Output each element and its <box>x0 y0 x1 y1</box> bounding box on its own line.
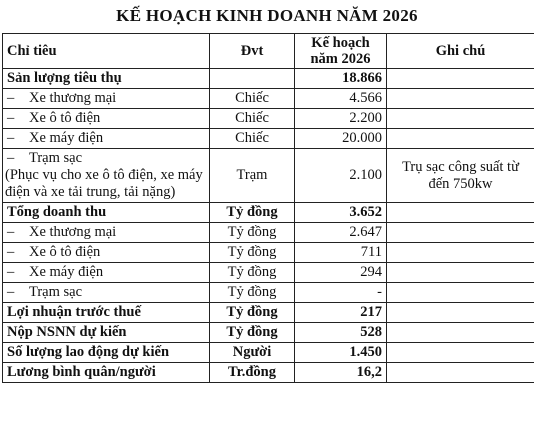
table-row <box>3 363 534 383</box>
cell-note <box>387 263 534 283</box>
cell-unit: Chiếc <box>210 129 295 149</box>
indicator-label: Xe ô tô điện <box>29 110 101 126</box>
cell-indicator <box>3 303 210 323</box>
indicator-label: Sản lượng tiêu thụ <box>7 70 122 86</box>
dash-marker: – <box>7 244 15 260</box>
table-row <box>3 283 534 303</box>
document-title: KẾ HOẠCH KINH DOANH NĂM 2026 <box>116 6 418 25</box>
table-body <box>3 69 534 383</box>
table-row <box>3 243 534 263</box>
table-row <box>3 303 534 323</box>
dash-marker: – <box>7 284 15 300</box>
cell-indicator <box>3 89 210 109</box>
indicator-label: Tổng doanh thu <box>7 204 107 220</box>
cell-note <box>387 109 534 129</box>
cell-indicator <box>3 343 210 363</box>
indicator-label: Xe thương mại <box>29 90 117 106</box>
cell-plan-value: 217 <box>295 303 387 323</box>
cell-note <box>387 243 534 263</box>
header-plan-line1: Kế hoạch <box>311 35 370 51</box>
cell-plan-value: 294 <box>295 263 387 283</box>
table-row <box>3 129 534 149</box>
cell-plan-value: - <box>295 283 387 303</box>
cell-unit: Chiếc <box>210 109 295 129</box>
indicator-label: Xe máy điện <box>29 130 104 146</box>
dash-marker: – <box>7 264 15 280</box>
cell-note <box>387 223 534 243</box>
cell-indicator <box>3 129 210 149</box>
cell-unit: Chiếc <box>210 89 295 109</box>
table-header-row <box>3 34 534 69</box>
cell-indicator <box>3 149 210 203</box>
cell-note <box>387 343 534 363</box>
header-indicator: Chỉ tiêu <box>3 34 210 69</box>
cell-note <box>387 283 534 303</box>
table-row <box>3 263 534 283</box>
indicator-label: Số lượng lao động dự kiến <box>7 344 170 360</box>
table-row <box>3 203 534 223</box>
dash-marker: – <box>7 130 15 146</box>
indicator-label: Lợi nhuận trước thuế <box>7 304 141 320</box>
header-plan <box>295 34 387 69</box>
table-row <box>3 223 534 243</box>
cell-plan-value: 2.647 <box>295 223 387 243</box>
cell-indicator <box>3 263 210 283</box>
dash-marker: – <box>7 224 15 240</box>
indicator-detail: (Phục vụ cho xe ô tô điện, xe máy điện và xe tải trung, tải nặng) <box>5 167 203 200</box>
cell-plan-value: 3.652 <box>295 203 387 223</box>
cell-unit: Tỷ đồng <box>210 243 295 263</box>
dash-marker: – <box>7 110 15 126</box>
indicator-label: Trạm sạc <box>29 284 83 300</box>
dash-marker: – <box>7 90 15 106</box>
table-row <box>3 109 534 129</box>
indicator-label: Xe thương mại <box>29 224 117 240</box>
table-row <box>3 343 534 363</box>
cell-indicator <box>3 109 210 129</box>
cell-unit: Người <box>210 343 295 363</box>
cell-plan-value: 16,2 <box>295 363 387 383</box>
cell-unit: Tỷ đồng <box>210 223 295 243</box>
business-plan-table <box>2 33 534 383</box>
cell-unit: Tỷ đồng <box>210 203 295 223</box>
cell-note <box>387 89 534 109</box>
table-row <box>3 69 534 89</box>
cell-note: Trụ sạc công suất từ đến 750kw <box>387 149 534 203</box>
cell-note <box>387 303 534 323</box>
cell-note <box>387 129 534 149</box>
cell-plan-value: 2.200 <box>295 109 387 129</box>
cell-note <box>387 363 534 383</box>
indicator-label: Lương bình quân/người <box>7 364 156 380</box>
header-note: Ghi chú <box>387 34 534 69</box>
indicator-label: Xe ô tô điện <box>29 244 101 260</box>
cell-indicator <box>3 203 210 223</box>
cell-note <box>387 69 534 89</box>
cell-plan-value: 20.000 <box>295 129 387 149</box>
cell-unit <box>210 69 295 89</box>
cell-note <box>387 203 534 223</box>
table-row <box>3 323 534 343</box>
cell-plan-value: 4.566 <box>295 89 387 109</box>
header-unit: Đvt <box>210 34 295 69</box>
cell-unit: Tỷ đồng <box>210 263 295 283</box>
cell-unit: Trạm <box>210 149 295 203</box>
dash-marker: – <box>7 150 15 166</box>
indicator-label: Nộp NSNN dự kiến <box>7 324 127 340</box>
cell-indicator <box>3 223 210 243</box>
cell-plan-value: 1.450 <box>295 343 387 363</box>
cell-plan-value: 711 <box>295 243 387 263</box>
cell-plan-value: 18.866 <box>295 69 387 89</box>
cell-plan-value: 2.100 <box>295 149 387 203</box>
cell-indicator <box>3 363 210 383</box>
cell-indicator <box>3 69 210 89</box>
table-row <box>3 149 534 203</box>
cell-unit: Tỷ đồng <box>210 303 295 323</box>
indicator-label: Trạm sạc <box>29 150 83 166</box>
cell-indicator <box>3 323 210 343</box>
cell-unit: Tỷ đồng <box>210 283 295 303</box>
cell-unit: Tỷ đồng <box>210 323 295 343</box>
cell-note <box>387 323 534 343</box>
table-row <box>3 89 534 109</box>
header-plan-line2: năm 2026 <box>310 51 371 67</box>
cell-indicator <box>3 243 210 263</box>
cell-plan-value: 528 <box>295 323 387 343</box>
cell-indicator <box>3 283 210 303</box>
cell-unit: Tr.đồng <box>210 363 295 383</box>
indicator-label: Xe máy điện <box>29 264 104 280</box>
